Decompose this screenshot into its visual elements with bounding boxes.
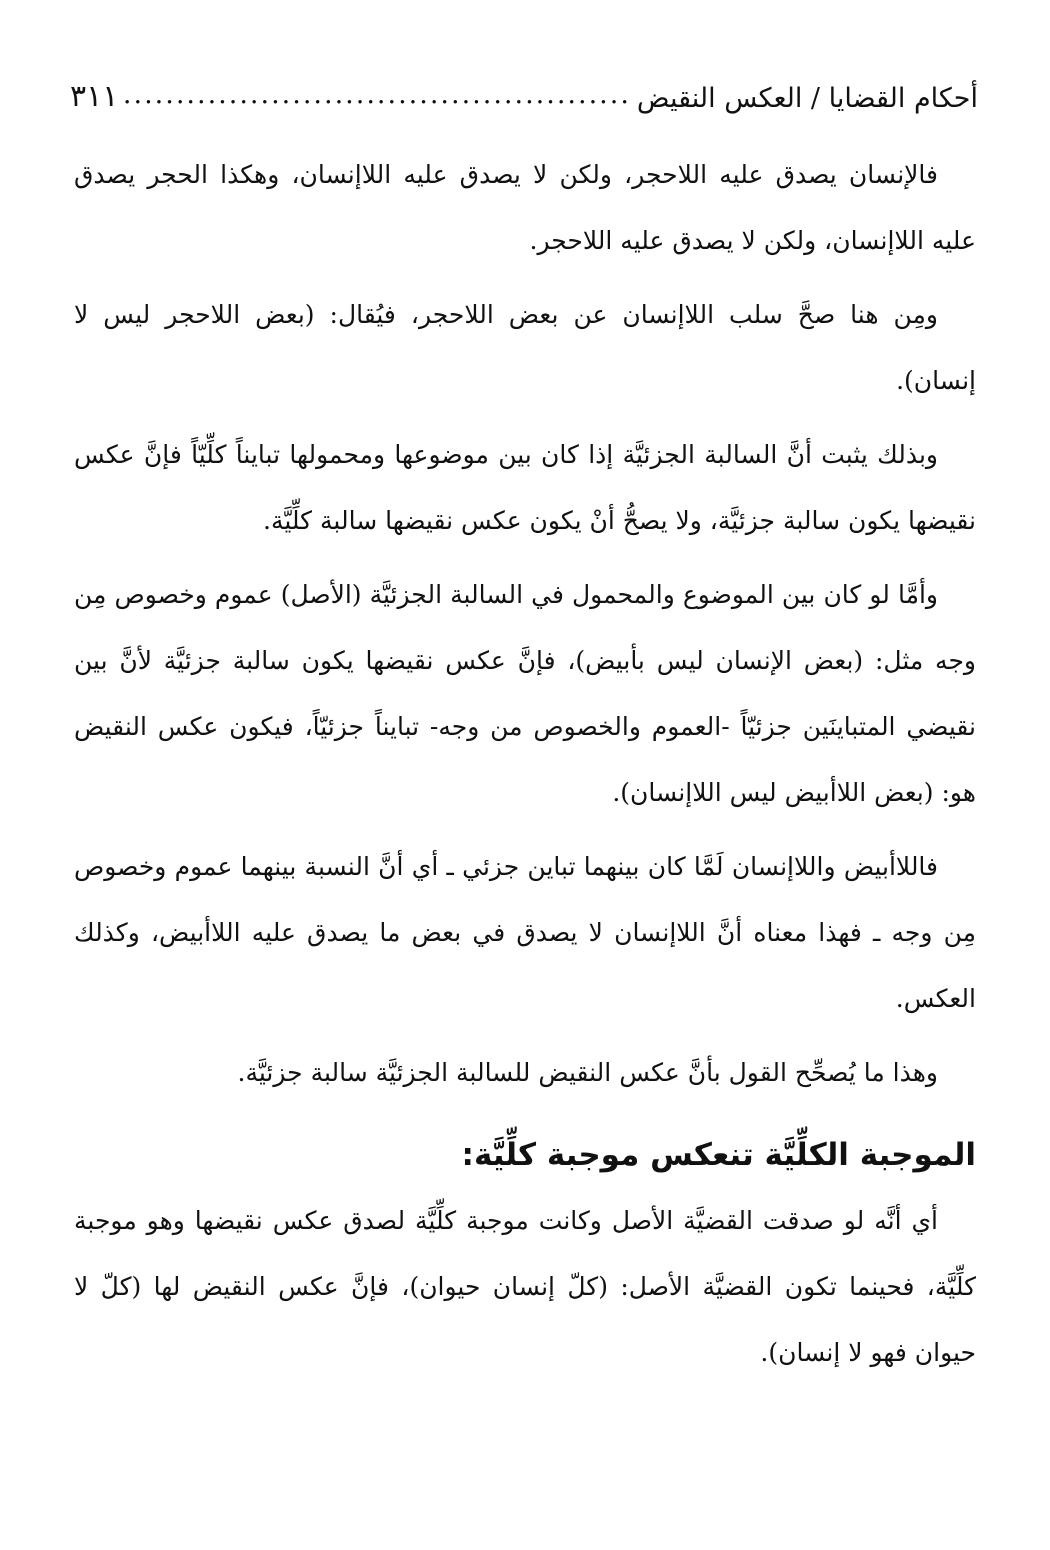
section-heading: الموجبة الكلِّيَّة تنعكس موجبة كلِّيَّة: [461,1137,976,1173]
paragraph: وأمَّا لو كان بين الموضوع والمحمول في السالبة الجزئيَّة (الأصل) عموم وخصوص مِن وجه مثل: (بعض الإنسان ليس بأبيض)، فإنَّ عكس نقيضها يكون سالبة جزئيَّة لأنَّ بين نقيضي المتباينَين جزئيّاً -العموم والخصوص من وجه- تبايناً جزئيّاً، فيكون عكس النقيض هو: (بعض اللاأبيض ليس اللاإنسان). [74,580,976,807]
page-number: ٣١١ [70,79,119,114]
paragraph: وهذا ما يُصحِّح القول بأنَّ عكس النقيض للسالبة الجزئيَّة سالبة جزئيَّة. [237,1058,938,1087]
paragraph: أي أنَّه لو صدقت القضيَّة الأصل وكانت موجبة كلِّيَّة لصدق عكس نقيضها وهو موجبة كلِّيَّة، فحينما تكون القضيَّة الأصل: (كلّ إنسان حيوان)، فإنَّ عكس النقيض لها (كلّ لا حيوان فهو لا إنسان). [74,1206,976,1367]
paragraph: ومِن هنا صحَّ سلب اللاإنسان عن بعض اللاحجر، فيُقال: (بعض اللاحجر ليس لا إنسان). [74,300,976,395]
running-title: أحكام القضايا / العكس النقيض [636,83,978,114]
paragraph: فاللاأبيض واللاإنسان لَمَّا كان بينهما تباين جزئي ـ أي أنَّ النسبة بينهما عموم وخصوص مِن وجه ـ فهذا معناه أنَّ اللاإنسان لا يصدق في بعض ما يصدق عليه اللاأبيض، وكذلك العكس. [74,852,976,1013]
dot-leader [124,81,631,114]
paragraph: وبذلك يثبت أنَّ السالبة الجزئيَّة إذا كان بين موضوعها ومحمولها تبايناً كلِّيّاً فإنَّ عكس نقيضها يكون سالبة جزئيَّة، ولا يصحُّ أنْ يكون عكس نقيضها سالبة كلِّيَّة. [74,440,976,535]
page-header [70,62,978,114]
paragraph: فالإنسان يصدق عليه اللاحجر، ولكن لا يصدق عليه اللاإنسان، وهكذا الحجر يصدق عليه اللاإنسان، ولكن لا يصدق عليه اللاحجر. [74,160,976,255]
page-body [74,142,976,1394]
